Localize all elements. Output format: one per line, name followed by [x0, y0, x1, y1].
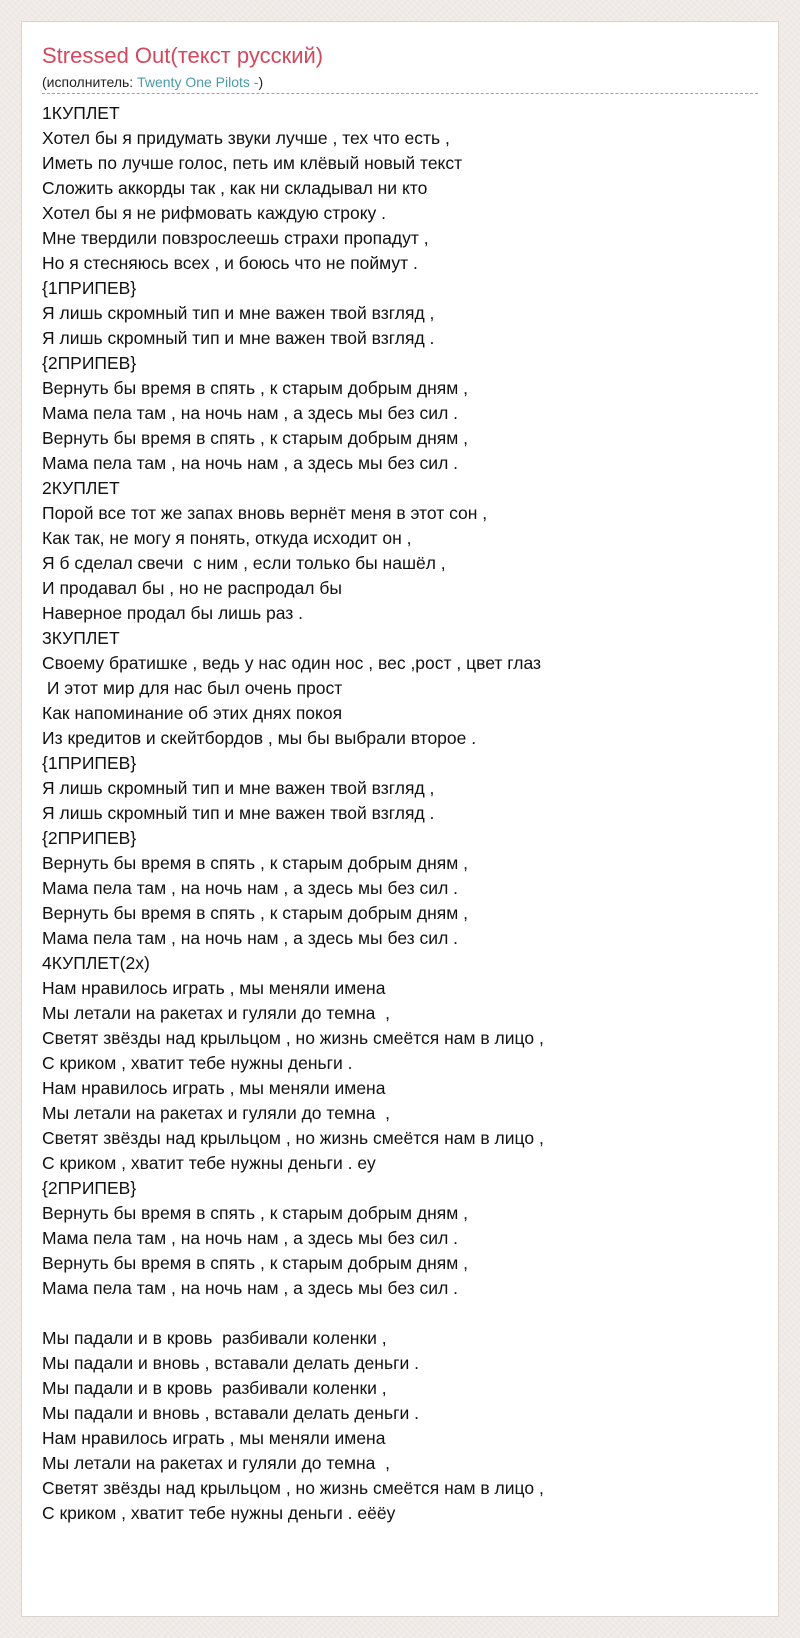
lyric-line: Я лишь скромный тип и мне важен твой взгляд . — [42, 328, 435, 348]
lyric-line: Мы падали и в кровь разбивали коленки , — [42, 1328, 387, 1348]
lyric-line: 2КУПЛЕТ — [42, 478, 120, 498]
lyric-line: Светят звёзды над крыльцом , но жизнь смеётся нам в лицо , — [42, 1478, 544, 1498]
lyric-line: {2ПРИПЕВ} — [42, 828, 137, 848]
lyric-line: Я лишь скромный тип и мне важен твой взгляд . — [42, 803, 435, 823]
lyric-line: Вернуть бы время в спять , к старым добрым дням , — [42, 1253, 469, 1273]
lyric-line: Мы падали и вновь , вставали делать деньги . — [42, 1353, 419, 1373]
lyric-line: Мы падали и в кровь разбивали коленки , — [42, 1378, 387, 1398]
lyric-line: {2ПРИПЕВ} — [42, 353, 137, 373]
lyric-line: Мама пела там , на ночь нам , а здесь мы без сил . — [42, 1278, 459, 1298]
lyric-line: {1ПРИПЕВ} — [42, 278, 137, 298]
lyric-line: Нам нравилось играть , мы меняли имена — [42, 1428, 386, 1448]
lyric-line: Вернуть бы время в спять , к старым добрым дням , — [42, 378, 469, 398]
lyric-line: И продавал бы , но не распродал бы — [42, 578, 342, 598]
lyric-line: Я б сделал свечи с ним , если только бы нашёл , — [42, 553, 446, 573]
artist-prefix: (исполнитель: — [42, 74, 138, 90]
lyric-line: Как так, не могу я понять, откуда исходит он , — [42, 528, 412, 548]
lyric-line: 3КУПЛЕТ — [42, 628, 120, 648]
lyric-line: Из кредитов и скейтбордов , мы бы выбрали второе . — [42, 728, 477, 748]
lyric-line: Светят звёзды над крыльцом , но жизнь смеётся нам в лицо , — [42, 1128, 544, 1148]
artist-line — [42, 73, 758, 94]
lyric-line: С криком , хватит тебе нужны деньги . еу — [42, 1153, 376, 1173]
lyric-line: Своему братишке , ведь у нас один нос , вес ,рост , цвет глаз — [42, 653, 542, 673]
lyric-line: Иметь по лучше голос, петь им клёвый новый текст — [42, 153, 463, 173]
lyric-line: Хотел бы я придумать звуки лучше , тех что есть , — [42, 128, 450, 148]
lyric-line: Вернуть бы время в спять , к старым добрым дням , — [42, 428, 469, 448]
lyric-line: Светят звёзды над крыльцом , но жизнь смеётся нам в лицо , — [42, 1028, 544, 1048]
lyric-line: Но я стесняюсь всех , и боюсь что не поймут . — [42, 253, 418, 273]
lyrics-card — [21, 21, 779, 1617]
lyric-line: Мама пела там , на ночь нам , а здесь мы без сил . — [42, 928, 459, 948]
lyric-line: С криком , хватит тебе нужны деньги . еёёу — [42, 1503, 396, 1523]
artist-link[interactable]: Twenty One Pilots - — [137, 74, 259, 90]
lyric-line: Сложить аккорды так , как ни складывал ни кто — [42, 178, 428, 198]
lyric-line: 4КУПЛЕТ(2х) — [42, 953, 150, 973]
lyric-line: Порой все тот же запах вновь вернёт меня в этот сон , — [42, 503, 488, 523]
lyric-line: {2ПРИПЕВ} — [42, 1178, 137, 1198]
lyric-line: Наверное продал бы лишь раз . — [42, 603, 303, 623]
lyric-line — [42, 1301, 758, 1326]
lyric-line: Мне твердили повзрослеешь страхи пропадут , — [42, 228, 429, 248]
lyric-line: Нам нравилось играть , мы меняли имена — [42, 978, 386, 998]
lyric-line: Мама пела там , на ночь нам , а здесь мы без сил . — [42, 1228, 459, 1248]
lyric-line: Мы летали на ракетах и гуляли до темна , — [42, 1103, 390, 1123]
lyric-line: Я лишь скромный тип и мне важен твой взгляд , — [42, 778, 435, 798]
song-title: Stressed Out(текст русский) — [42, 43, 324, 68]
lyric-line: Вернуть бы время в спять , к старым добрым дням , — [42, 903, 469, 923]
lyrics-body — [42, 101, 758, 1526]
lyric-line: И этот мир для нас был очень прост — [42, 678, 343, 698]
lyric-line: Мама пела там , на ночь нам , а здесь мы без сил . — [42, 878, 459, 898]
lyric-line: Нам нравилось играть , мы меняли имена — [42, 1078, 386, 1098]
lyric-line: Мы летали на ракетах и гуляли до темна , — [42, 1003, 390, 1023]
song-header — [42, 43, 758, 94]
lyric-line: Хотел бы я не рифмовать каждую строку . — [42, 203, 387, 223]
lyric-line: Как напоминание об этих днях покоя — [42, 703, 343, 723]
lyric-line: {1ПРИПЕВ} — [42, 753, 137, 773]
lyric-line: Мама пела там , на ночь нам , а здесь мы без сил . — [42, 403, 459, 423]
artist-suffix: ) — [258, 74, 264, 90]
lyric-line: Мы падали и вновь , вставали делать деньги . — [42, 1403, 419, 1423]
lyric-line: Я лишь скромный тип и мне важен твой взгляд , — [42, 303, 435, 323]
lyric-line: С криком , хватит тебе нужны деньги . — [42, 1053, 353, 1073]
lyric-line: Вернуть бы время в спять , к старым добрым дням , — [42, 853, 469, 873]
lyric-line: 1КУПЛЕТ — [42, 103, 120, 123]
lyric-line: Мы летали на ракетах и гуляли до темна , — [42, 1453, 390, 1473]
lyric-line: Мама пела там , на ночь нам , а здесь мы без сил . — [42, 453, 459, 473]
lyric-line: Вернуть бы время в спять , к старым добрым дням , — [42, 1203, 469, 1223]
